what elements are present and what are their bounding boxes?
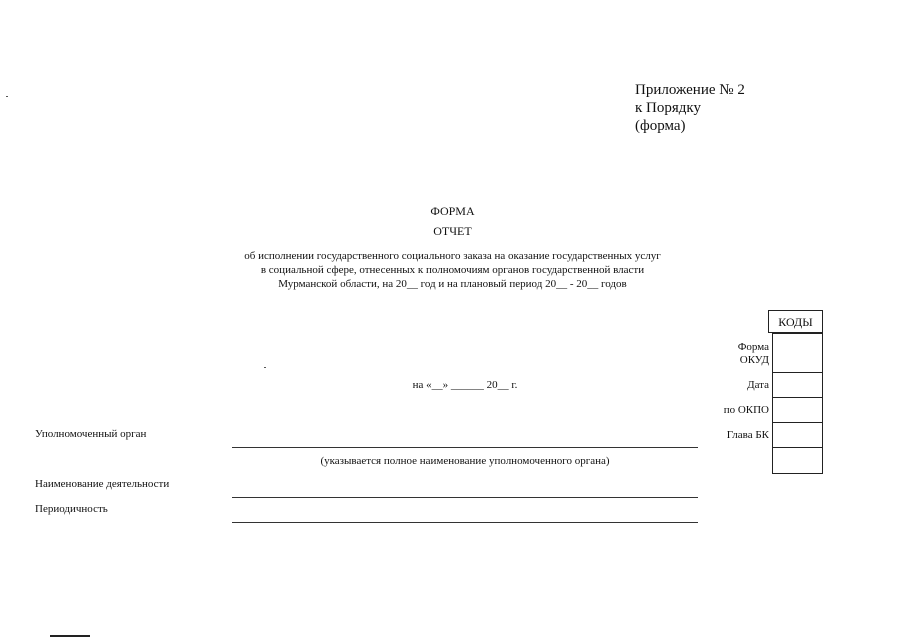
description-line-3: Мурманской области, на 20__ год и на плановый период 20__ - 20__ годов [278, 278, 627, 290]
extra-code-cell[interactable] [772, 447, 823, 474]
scan-speck [6, 96, 8, 97]
form-title: ФОРМА [430, 204, 475, 218]
activity-label: Наименование деятельности [35, 478, 170, 490]
okud-label-line-2: ОКУД [739, 354, 769, 366]
okpo-label: по ОКПО [723, 404, 769, 416]
authority-label: Уполномоченный орган [35, 428, 147, 440]
report-date-line: на «__» ______ 20__ г. [412, 379, 518, 391]
periodicity-label: Периодичность [35, 503, 108, 515]
authority-note: (указывается полное наименование уполномоченного органа) [320, 455, 610, 467]
report-title: ОТЧЕТ [433, 224, 472, 238]
date-code-cell[interactable] [772, 372, 823, 398]
okud-label-line-1: Форма [737, 341, 769, 353]
bk-label: Глава БК [726, 429, 769, 441]
okpo-code-cell[interactable] [772, 397, 823, 423]
description-line-1: об исполнении государственного социального заказа на оказание государственных услуг [244, 250, 661, 262]
scan-speck [264, 367, 266, 368]
activity-input-line[interactable] [232, 497, 698, 498]
description-line-2: в социальной сфере, отнесенных к полномочиям органов государственной власти [260, 264, 645, 276]
codes-header: КОДЫ [768, 310, 823, 333]
appendix-line-2: к Порядку [635, 100, 701, 116]
appendix-block [635, 81, 745, 135]
okud-label [738, 341, 769, 367]
periodicity-input-line[interactable] [232, 522, 698, 523]
date-label: Дата [747, 379, 769, 391]
authority-input-line[interactable] [232, 447, 698, 448]
okud-code-cell[interactable] [772, 333, 823, 373]
scan-edge-mark [50, 635, 90, 637]
bk-code-cell[interactable] [772, 422, 823, 448]
appendix-line-3: (форма) [635, 118, 686, 134]
report-description [0, 249, 905, 291]
appendix-line-1: Приложение № 2 [635, 82, 745, 98]
